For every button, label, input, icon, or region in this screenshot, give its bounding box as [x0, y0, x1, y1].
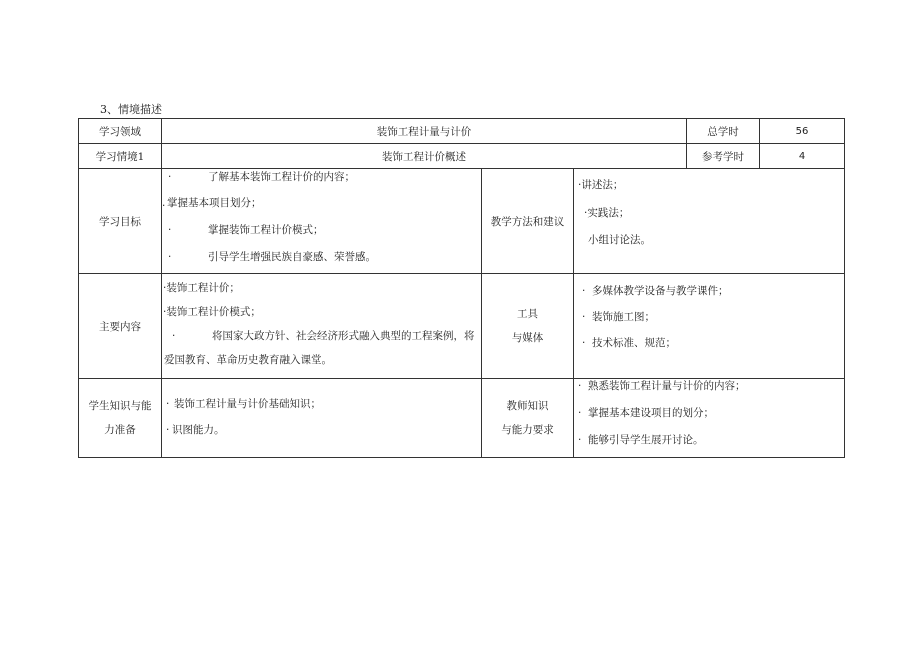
- reference-hours-value: 4: [760, 144, 845, 169]
- bullet-icon: ·: [578, 434, 582, 446]
- bullet-icon: ·: [163, 282, 167, 294]
- student-prerequisites-list: [162, 379, 482, 458]
- total-hours-value: 56: [760, 119, 845, 144]
- list-item: · 掌握基本建设项目的划分；: [578, 407, 714, 419]
- list-item: ·装饰工程计价模式；: [163, 306, 261, 318]
- bullet-icon: ·: [168, 251, 172, 263]
- list-item: · 装饰施工图；: [582, 311, 655, 323]
- teaching-method-list: [574, 169, 845, 274]
- teaching-method-label: 教学方法和建议: [482, 169, 574, 274]
- list-item: ·讲述法；: [578, 179, 624, 191]
- total-hours-label: 总学时: [687, 119, 760, 144]
- list-item: · 装饰工程计量与计价基础知识；: [166, 398, 321, 410]
- learning-scenario-label: 学习情境1: [79, 144, 162, 169]
- list-item: · 多媒体教学设备与教学课件；: [582, 285, 729, 297]
- reference-hours-label: 参考学时: [687, 144, 760, 169]
- tools-media-label: 工具 与媒体: [482, 274, 574, 379]
- bullet-icon: ·: [582, 311, 586, 323]
- table-row-objectives: [79, 169, 845, 274]
- list-item: 小组讨论法。: [588, 234, 651, 246]
- main-content-label: 主要内容: [79, 274, 162, 379]
- student-prerequisites-label: 学生知识与能 力准备: [79, 379, 162, 458]
- table-row-main-content: [79, 274, 845, 379]
- objectives-list: [162, 169, 482, 274]
- bullet-icon: ·: [582, 337, 586, 349]
- learning-domain-value: 装饰工程计量与计价: [162, 119, 687, 144]
- list-item: ·实践法；: [584, 207, 630, 219]
- learning-scenario-value: 装饰工程计价概述: [162, 144, 687, 169]
- bullet-icon: ·: [584, 207, 588, 219]
- scenario-description-table: [78, 118, 845, 458]
- list-item: . 掌握基本项目划分；: [162, 197, 262, 209]
- table-row-prerequisites: [79, 379, 845, 458]
- bullet-icon: ·: [166, 424, 170, 436]
- list-item: ·装饰工程计价；: [163, 282, 240, 294]
- list-item: · 引导学生增强民族自豪感、荣誉感。: [162, 250, 481, 264]
- bullet-icon: ·: [168, 224, 172, 236]
- bullet-icon: ·: [582, 285, 586, 297]
- list-item: · 能够引导学生展开讨论。: [578, 434, 704, 446]
- list-item: 爱国教育、革命历史教育融入课堂。: [164, 354, 332, 366]
- bullet-icon: .: [162, 197, 166, 209]
- bullet-icon: ·: [172, 330, 176, 342]
- objectives-label: 学习目标: [79, 169, 162, 274]
- teacher-requirements-label: 教师知识 与能力要求: [482, 379, 574, 458]
- section-heading: 3、情境描述: [100, 103, 162, 116]
- bullet-icon: ·: [163, 306, 167, 318]
- bullet-icon: ·: [166, 398, 170, 410]
- list-item: · 识图能力。: [166, 424, 225, 436]
- list-item: · 了解基本装饰工程计价的内容；: [162, 170, 481, 184]
- bullet-icon: ·: [578, 407, 582, 419]
- bullet-icon: ·: [578, 380, 582, 392]
- list-item: · 技术标准、规范；: [582, 337, 676, 349]
- table-row-learning-domain: [79, 119, 845, 144]
- teacher-requirements-list: [574, 379, 845, 458]
- list-item: · 掌握装饰工程计价模式；: [162, 223, 481, 237]
- bullet-icon: ·: [578, 179, 582, 191]
- learning-domain-label: 学习领域: [79, 119, 162, 144]
- list-item: · 熟悉装饰工程计量与计价的内容；: [578, 380, 746, 392]
- bullet-icon: ·: [168, 171, 172, 183]
- table-row-learning-scenario: [79, 144, 845, 169]
- list-item: · 将国家大政方针、社会经济形式融入典型的工程案例，将: [162, 329, 481, 343]
- main-content-list: [162, 274, 482, 379]
- tools-media-list: [574, 274, 845, 379]
